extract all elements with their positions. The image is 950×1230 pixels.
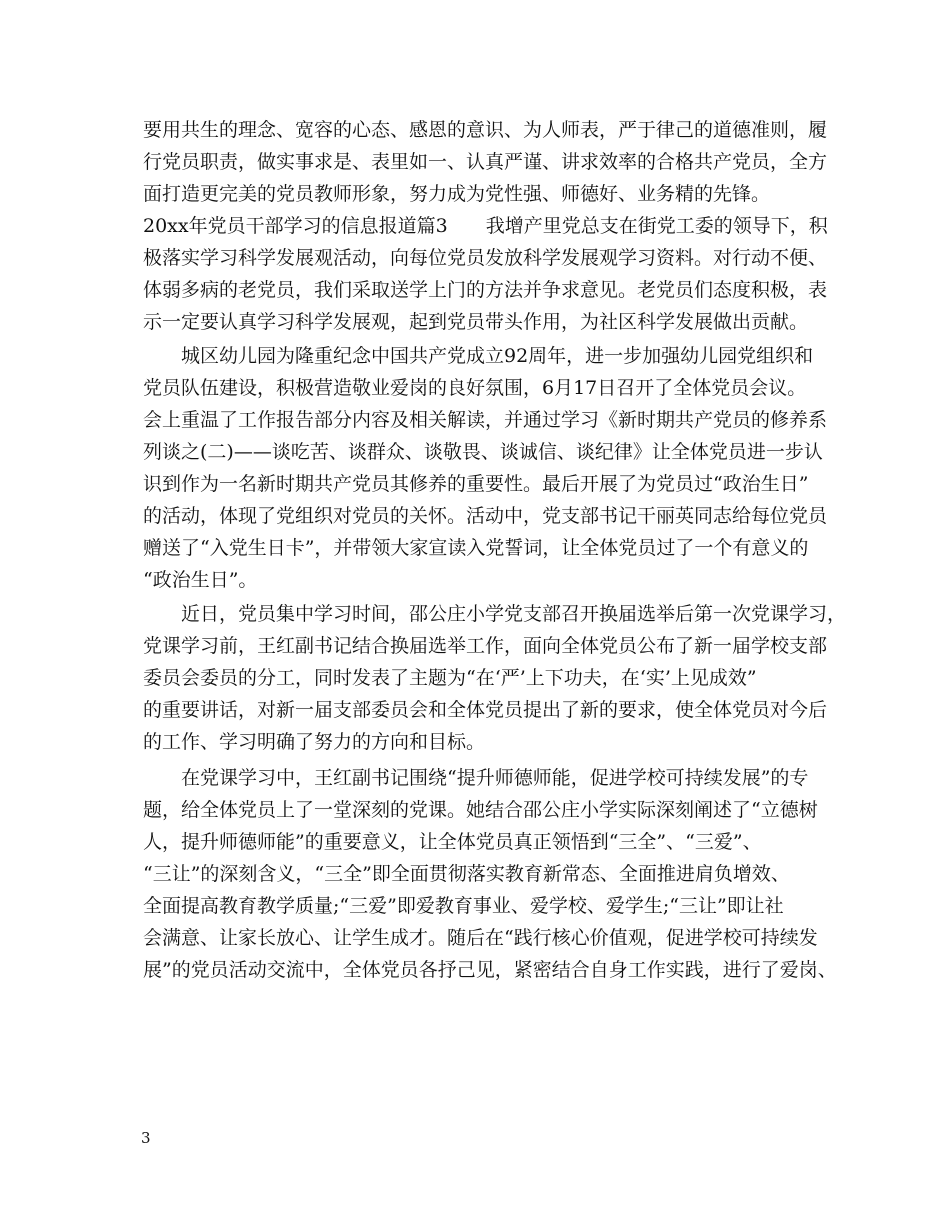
text-line: 示一定要认真学习科学发展观，起到党员带头作用，为社区科学发展做出贡献。 — [143, 311, 809, 333]
text-line: “三让”的深刻含义，“三全”即全面贯彻落实教育新常态、全面推进肩负增效、 — [143, 863, 790, 885]
text-line: 的工作、学习明确了努力的方向和目标。 — [143, 731, 486, 753]
text-line: 行党员职责，做实事求是、表里如一、认真严谨、讲求效率的合格共产党员，全方 — [143, 151, 828, 173]
section-heading-line: 20xx年党员干部学习的信息报道篇3 我增产里党总支在街党工委的领导下，积 — [143, 215, 828, 237]
text-line: 面打造更完美的党员教师形象，努力成为党性强、师德好、业务精的先锋。 — [143, 183, 771, 205]
text-line: 列谈之(二)——谈吃苦、谈群众、谈敬畏、谈诚信、谈纪律》让全体党员进一步认 — [143, 441, 823, 463]
text-line: 会上重温了工作报告部分内容及相关解读，并通过学习《新时期共产党员的修养系 — [143, 409, 828, 431]
text-line: 人，提升师德师能”的重要意义，让全体党员真正领悟到“三全”、“三爱”、 — [143, 831, 762, 853]
text-line: 委员会委员的分工，同时发表了主题为“在‘严’上下功夫，在‘实’上见成效” — [143, 667, 757, 689]
text-line: 党课学习前，王红副书记结合换届选举工作，面向全体党员公布了新一届学校支部 — [143, 635, 828, 657]
text-line: 党员队伍建设，积极营造敬业爱岗的良好氛围，6月17日召开了全体党员会议。 — [143, 377, 807, 399]
text-line: 近日，党员集中学习时间，邵公庄小学党支部召开换届选举后第一次党课学习， — [143, 603, 847, 625]
text-line: 展”的党员活动交流中，全体党员各抒己见，紧密结合自身工作实践，进行了爱岗、 — [143, 959, 837, 981]
text-line: 体弱多病的老党员，我们采取送学上门的方法并争求意见。老党员们态度积极，表 — [143, 279, 828, 301]
text-line: 识到作为一名新时期共产党员其修养的重要性。最后开展了为党员过“政治生日” — [143, 473, 809, 495]
text-line: “政治生日”。 — [143, 569, 258, 591]
text-line: 题，给全体党员上了一堂深刻的党课。她结合邵公庄小学实际深刻阐述了“立德树 — [143, 799, 818, 821]
text-line: 的活动，体现了党组织对党员的关怀。活动中，党支部书记干丽英同志给每位党员 — [143, 505, 828, 527]
text-line: 城区幼儿园为隆重纪念中国共产党成立92周年，进一步加强幼儿园党组织和 — [143, 345, 814, 367]
text-line: 要用共生的理念、宽容的心态、感恩的意识、为人师表，严于律己的道德准则，履 — [143, 119, 828, 141]
text-line: 的重要讲话，对新一届支部委员会和全体党员提出了新的要求，使全体党员对今后 — [143, 699, 828, 721]
text-line: 赠送了“入党生日卡”，并带领大家宣读入党誓词，让全体党员过了一个有意义的 — [143, 537, 809, 559]
text-line: 全面提高教育教学质量;“三爱”即爱教育事业、爱学校、爱学生;“三让”即让社 — [143, 895, 784, 917]
text-line: 极落实学习科学发展观活动，向每位党员发放科学发展观学习资料。对行动不便、 — [143, 247, 828, 269]
text-line: 会满意、让家长放心、让学生成才。随后在“践行核心价值观，促进学校可持续发 — [143, 927, 818, 949]
text-line: 在党课学习中，王红副书记围绕“提升师德师能，促进学校可持续发展”的专 — [143, 767, 809, 789]
page-number: 3 — [141, 1129, 151, 1147]
